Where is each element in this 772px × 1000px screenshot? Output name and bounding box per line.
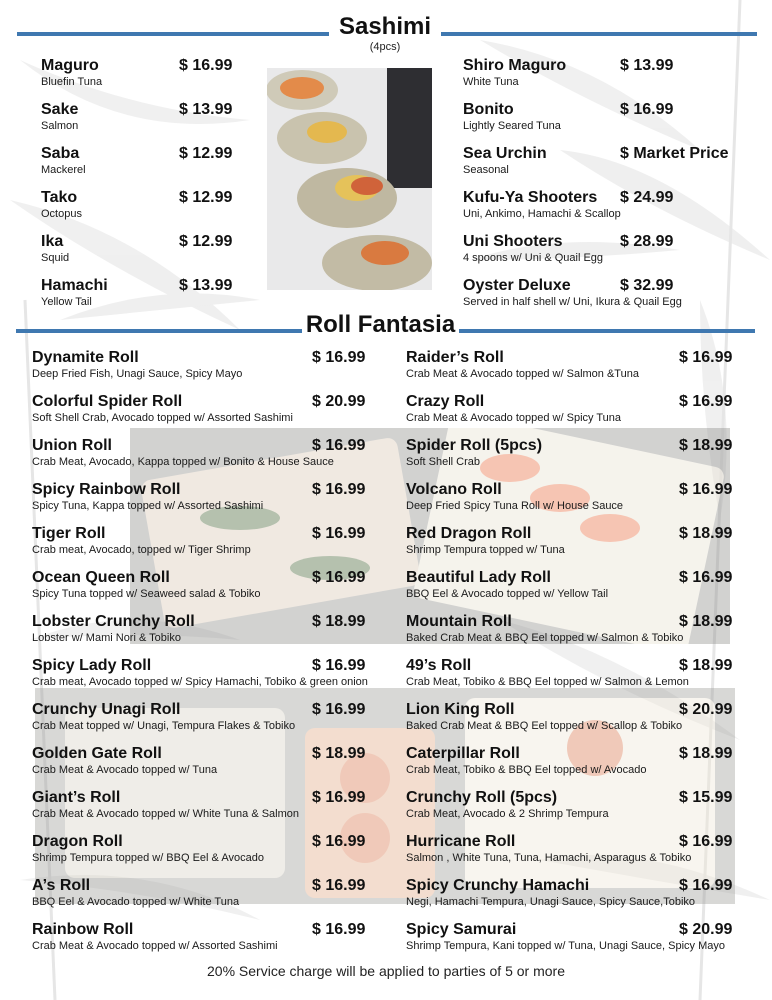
- rolls-title: Roll Fantasia: [305, 311, 456, 338]
- item-description: Lobster w/ Mami Nori & Tobiko: [32, 632, 181, 644]
- sashimi-item: [41, 189, 261, 221]
- item-description: Crab Meat & Avocado topped w/ White Tuna & Salmon: [32, 808, 300, 820]
- item-price: $ 15.99: [679, 789, 733, 806]
- item-description: White Tuna: [463, 76, 519, 88]
- item-description: Seasonal: [463, 164, 509, 176]
- oyster-photo: [267, 68, 432, 290]
- roll-item: [406, 701, 756, 733]
- item-description: Spicy Tuna, Kappa topped w/ Assorted Sashimi: [32, 500, 264, 512]
- item-name: Union Roll: [32, 437, 112, 454]
- roll-item: [32, 701, 382, 733]
- roll-item: [32, 877, 382, 909]
- roll-item: [32, 437, 382, 469]
- item-name: Caterpillar Roll: [406, 745, 520, 762]
- item-price: $ 16.99: [679, 481, 733, 498]
- item-price: $ 16.99: [312, 349, 366, 366]
- sashimi-item: [41, 57, 261, 89]
- item-description: Soft Shell Crab, Avocado topped w/ Assorted Sashimi: [32, 412, 293, 424]
- item-description: Squid: [41, 252, 70, 264]
- item-name: Dynamite Roll: [32, 349, 139, 366]
- roll-item: [406, 745, 756, 777]
- item-price: $ 16.99: [312, 921, 366, 938]
- sashimi-item: [463, 233, 763, 265]
- item-description: Mackerel: [41, 164, 86, 176]
- item-price: $ 18.99: [679, 657, 733, 674]
- item-name: Colorful Spider Roll: [32, 393, 183, 410]
- roll-item: [406, 525, 756, 557]
- item-price: $ 16.99: [679, 349, 733, 366]
- roll-item: [406, 833, 756, 865]
- item-price: $ 16.99: [312, 437, 366, 454]
- item-description: Crab Meat & Avocado topped w/ Spicy Tuna: [406, 412, 622, 424]
- sashimi-item: [41, 101, 261, 133]
- roll-item: [406, 789, 756, 821]
- item-description: Shrimp Tempura topped w/ BBQ Eel & Avocado: [32, 852, 264, 864]
- item-name: Spicy Lady Roll: [32, 657, 152, 674]
- roll-item: [406, 437, 756, 469]
- item-name: Crunchy Unagi Roll: [32, 701, 181, 718]
- roll-item: [406, 481, 756, 513]
- item-name: Sea Urchin: [463, 145, 547, 162]
- roll-item: [406, 877, 756, 909]
- item-description: Shrimp Tempura, Kani topped w/ Tuna, Unagi Sauce, Spicy Mayo: [406, 940, 725, 952]
- item-name: Kufu-Ya Shooters: [463, 189, 598, 206]
- service-charge-note: 20% Service charge will be applied to parties of 5 or more: [207, 963, 565, 979]
- item-name: Crazy Roll: [406, 393, 485, 410]
- item-name: Volcano Roll: [406, 481, 502, 498]
- item-name: Shiro Maguro: [463, 57, 567, 74]
- sashimi-item: [463, 189, 763, 221]
- item-price: $ 12.99: [179, 189, 233, 206]
- roll-item: [32, 833, 382, 865]
- sashimi-item: [463, 145, 763, 177]
- item-description: Octopus: [41, 208, 82, 220]
- sashimi-subtitle: (4pcs): [369, 41, 401, 53]
- item-description: Crab Meat & Avocado topped w/ Tuna: [32, 764, 218, 776]
- item-name: Raider’s Roll: [406, 349, 504, 366]
- item-name: Dragon Roll: [32, 833, 123, 850]
- item-price: $ 16.99: [312, 833, 366, 850]
- item-name: Oyster Deluxe: [463, 277, 571, 294]
- roll-item: [32, 481, 382, 513]
- item-description: Crab Meat topped w/ Unagi, Tempura Flakes & Tobiko: [32, 720, 296, 732]
- item-price: $ 20.99: [679, 701, 733, 718]
- roll-item: [32, 657, 382, 689]
- sashimi-item: [41, 277, 261, 309]
- item-price: $ 16.99: [312, 525, 366, 542]
- roll-item: [32, 525, 382, 557]
- item-price: $ 16.99: [312, 877, 366, 894]
- item-price: $ 12.99: [179, 145, 233, 162]
- item-name: Maguro: [41, 57, 99, 74]
- item-description: BBQ Eel & Avocado topped w/ White Tuna: [32, 896, 240, 908]
- item-price: $ 20.99: [679, 921, 733, 938]
- item-name: Giant’s Roll: [32, 789, 121, 806]
- rolls-rule-right: [459, 329, 755, 333]
- item-description: Bluefin Tuna: [41, 76, 103, 88]
- item-price: $ 18.99: [679, 613, 733, 630]
- item-name: Spicy Samurai: [406, 921, 517, 938]
- item-description: Crab Meat, Avocado & 2 Shrimp Tempura: [406, 808, 609, 820]
- rolls-rule-left: [16, 329, 302, 333]
- item-name: Mountain Roll: [406, 613, 512, 630]
- item-price: $ 13.99: [179, 101, 233, 118]
- item-description: Crab Meat, Tobiko & BBQ Eel topped w/ Salmon & Lemon: [406, 676, 689, 688]
- item-description: Salmon , White Tuna, Tuna, Hamachi, Asparagus & Tobiko: [406, 852, 692, 864]
- roll-item: [32, 745, 382, 777]
- item-price: $ 16.99: [312, 789, 366, 806]
- item-price: $ 18.99: [679, 745, 733, 762]
- item-price: $ 16.99: [312, 701, 366, 718]
- item-description: Crab Meat, Avocado, Kappa topped w/ Bonito & House Sauce: [32, 456, 334, 468]
- item-price: $ 16.99: [679, 877, 733, 894]
- item-description: Crab Meat & Avocado topped w/ Assorted Sashimi: [32, 940, 278, 952]
- item-description: Uni, Ankimo, Hamachi & Scallop: [463, 208, 621, 220]
- sashimi-rule-left: [17, 32, 329, 36]
- item-description: Deep Fried Spicy Tuna Roll w/ House Sauce: [406, 500, 624, 512]
- item-price: $ 13.99: [179, 277, 233, 294]
- item-name: Ika: [41, 233, 64, 250]
- item-name: Hurricane Roll: [406, 833, 516, 850]
- item-price: $ 18.99: [679, 437, 733, 454]
- item-name: Bonito: [463, 101, 514, 118]
- item-description: Baked Crab Meat & BBQ Eel topped w/ Salmon & Tobiko: [406, 632, 684, 644]
- item-name: Sake: [41, 101, 79, 118]
- item-price: $ 16.99: [620, 101, 674, 118]
- item-description: Crab meat, Avocado, topped w/ Tiger Shrimp: [32, 544, 251, 556]
- sashimi-rule-right: [441, 32, 757, 36]
- roll-item: [32, 613, 382, 645]
- item-name: Red Dragon Roll: [406, 525, 532, 542]
- roll-item: [32, 349, 382, 381]
- item-description: Negi, Hamachi Tempura, Unagi Sauce, Spicy Sauce,Tobiko: [406, 896, 696, 908]
- item-description: BBQ Eel & Avocado topped w/ Yellow Tail: [406, 588, 609, 600]
- item-description: Lightly Seared Tuna: [463, 120, 561, 132]
- roll-item: [406, 613, 756, 645]
- item-description: Deep Fried Fish, Unagi Sauce, Spicy Mayo: [32, 368, 243, 380]
- item-name: Lion King Roll: [406, 701, 515, 718]
- sashimi-item: [463, 277, 763, 309]
- sashimi-item: [41, 233, 261, 265]
- item-price: $ 32.99: [620, 277, 674, 294]
- item-price: $ 16.99: [179, 57, 233, 74]
- item-price: $ 28.99: [620, 233, 674, 250]
- item-price: $ 16.99: [312, 569, 366, 586]
- item-name: Saba: [41, 145, 80, 162]
- roll-item: [32, 569, 382, 601]
- item-name: Spider Roll (5pcs): [406, 437, 543, 454]
- item-description: Salmon: [41, 120, 79, 132]
- roll-item: [32, 921, 382, 953]
- roll-item: [406, 657, 756, 689]
- item-price: $ 16.99: [679, 393, 733, 410]
- item-description: Soft Shell Crab: [406, 456, 480, 468]
- item-price: $ 24.99: [620, 189, 674, 206]
- roll-item: [406, 393, 756, 425]
- roll-item: [406, 921, 756, 953]
- sashimi-title: Sashimi: [338, 13, 432, 40]
- item-description: Crab Meat, Tobiko & BBQ Eel topped w/ Avocado: [406, 764, 647, 776]
- item-name: Beautiful Lady Roll: [406, 569, 551, 586]
- item-description: Crab Meat & Avocado topped w/ Salmon &Tuna: [406, 368, 639, 380]
- item-name: Spicy Crunchy Hamachi: [406, 877, 590, 894]
- item-name: Lobster Crunchy Roll: [32, 613, 195, 630]
- item-price: $ 20.99: [312, 393, 366, 410]
- roll-item: [32, 789, 382, 821]
- item-name: A’s Roll: [32, 877, 91, 894]
- item-description: Served in half shell w/ Uni, Ikura & Quail Egg: [463, 296, 682, 308]
- roll-item: [406, 569, 756, 601]
- sashimi-item: [463, 101, 763, 133]
- item-price: $ 18.99: [312, 613, 366, 630]
- item-price: $ 12.99: [179, 233, 233, 250]
- item-price: $ 16.99: [312, 481, 366, 498]
- item-price: $ 18.99: [312, 745, 366, 762]
- sashimi-item: [41, 145, 261, 177]
- sashimi-item: [463, 57, 763, 89]
- item-name: Spicy Rainbow Roll: [32, 481, 181, 498]
- item-price: $ 18.99: [679, 525, 733, 542]
- item-name: Rainbow Roll: [32, 921, 134, 938]
- item-name: Crunchy Roll (5pcs): [406, 789, 558, 806]
- item-price: $ 16.99: [679, 569, 733, 586]
- item-price: $ Market Price: [620, 145, 729, 162]
- item-description: Baked Crab Meat & BBQ Eel topped w/ Scallop & Tobiko: [406, 720, 683, 732]
- roll-item: [32, 393, 382, 425]
- item-name: Tiger Roll: [32, 525, 106, 542]
- item-price: $ 16.99: [679, 833, 733, 850]
- item-name: Ocean Queen Roll: [32, 569, 170, 586]
- item-name: Hamachi: [41, 277, 108, 294]
- item-description: Spicy Tuna topped w/ Seaweed salad & Tobiko: [32, 588, 261, 600]
- item-description: Shrimp Tempura topped w/ Tuna: [406, 544, 565, 556]
- item-price: $ 16.99: [312, 657, 366, 674]
- item-name: Uni Shooters: [463, 233, 563, 250]
- item-description: 4 spoons w/ Uni & Quail Egg: [463, 252, 604, 264]
- item-name: Tako: [41, 189, 78, 206]
- item-name: Golden Gate Roll: [32, 745, 162, 762]
- item-description: Crab meat, Avocado topped w/ Spicy Hamachi, Tobiko & green onion: [32, 676, 368, 688]
- roll-item: [406, 349, 756, 381]
- item-name: 49’s Roll: [406, 657, 472, 674]
- item-price: $ 13.99: [620, 57, 674, 74]
- item-description: Yellow Tail: [41, 296, 92, 308]
